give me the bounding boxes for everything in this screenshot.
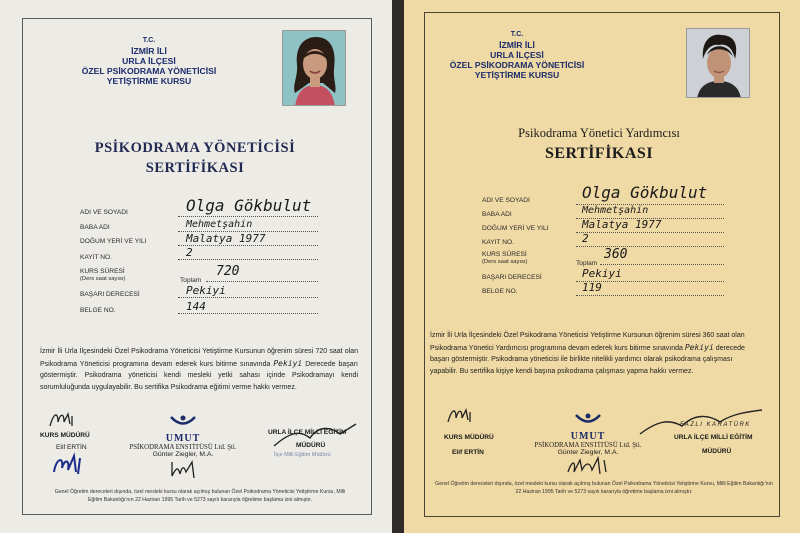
institute-seal [128,414,238,458]
page-gap [392,0,404,533]
header-line: URLA İLÇESİ [490,50,544,60]
grade-value: Pekiyi [186,284,226,297]
signature-mark [444,404,480,428]
record-value: 2 [582,232,589,245]
total-label: Toplam [180,277,202,284]
birth-value: Malatya 1977 [582,218,662,231]
doc-value: 119 [582,281,602,294]
certificate-director [0,0,392,533]
signature-mark [564,452,614,478]
field-line [576,246,724,247]
certificate-title: SERTİFİKASI [544,145,654,162]
district-director-name: FAZLI KARATÜRK [680,422,751,428]
institute-seal [524,412,652,456]
field-line [178,313,318,314]
father-label: BABA ADI [80,224,110,231]
name-value: Olga Gökbulut [582,183,708,202]
header-line: T.C. [510,31,524,38]
field-line [178,259,318,260]
doc-value: 144 [186,300,206,313]
field-line [178,245,318,246]
certificate-footer: Genel Öğretim dereceleri dışında, özel mesleki kursu olarak açılmış bulunan Özel Psikodrama Yöneticisi Yetiştirme Kursu, Milli Eğitim Bakanlığı'nın 22 Haziran 1995 Tarih ve 5273 sayılı kararıyla öğretime başlama izni almıştır. [54,489,346,503]
statement-grade: Pekiyi [273,358,303,368]
grade-label: BAŞARI DERECESİ [482,274,542,281]
district-director-label: MÜDÜRÜ [296,442,326,449]
duration-sub-label: (Ders saat sayısı) [80,276,126,282]
name-label: ADI VE SOYADI [80,209,128,216]
field-line [600,264,724,265]
birth-label: DOĞUM YERİ VE YILI [482,225,549,232]
district-director-label: URLA İLÇE MİLLİ EĞİTİM [674,434,753,441]
holder-photo [282,30,346,106]
duration-label: KURS SÜRESİ [80,268,125,275]
holder-photo [686,28,750,98]
field-line [576,232,724,233]
institute-name: PSİKODRAMA ENSTİTÜSÜ Ltd. Şti. [129,444,237,451]
header-line: YETİŞTİRME KURSU [106,76,192,86]
certificate-title: SERTİFİKASI [145,160,245,176]
name-value: Olga Gökbulut [186,196,312,215]
certificate-statement [40,346,358,393]
course-director-label: KURS MÜDÜRÜ [444,434,494,441]
institute-brand: UMUT [165,433,201,444]
course-director-label: KURS MÜDÜRÜ [40,432,90,439]
field-line [206,281,318,282]
certificate-statement [430,330,750,377]
grade-label: BAŞARI DERECESİ [80,291,140,298]
duration-value: 720 [216,264,240,279]
umut-logo-icon [168,414,198,428]
header-line: İZMİR İLİ [499,40,535,50]
certificate-title-role: Psikodrama Yönetici Yardımcısı [518,126,680,140]
header-line: URLA İLÇESİ [122,56,176,66]
father-label: BABA ADI [482,211,512,218]
header-line: İZMİR İLİ [131,46,167,56]
institute-name: PSİKODRAMA ENSTİTÜSÜ Ltd. Şti. [534,442,642,449]
district-director-label: MÜDÜRÜ [702,448,732,455]
field-line [576,295,724,296]
birth-label: DOĞUM YERİ VE YILI [80,238,147,245]
grade-value: Pekiyi [582,267,622,280]
institute-person: Günter Ziegler, M.A. [152,451,214,458]
statement-grade: Pekiyi [684,342,714,352]
duration-label: KURS SÜRESİ [482,251,527,258]
birth-value: Malatya 1977 [186,232,266,245]
district-director-label: URLA İLÇE MİLLİ EĞİTİM [268,429,347,436]
record-label: KAYIT NO. [482,239,514,246]
certificate-assistant [404,0,800,533]
district-stamp-text: İlçe Milli Eğitim Müdürü [274,452,331,458]
header-line: ÖZEL PSİKODRAMA YÖNETİCİSİ [449,60,585,70]
duration-sub-label: (Ders saat sayısı) [482,259,528,265]
field-line [178,216,318,217]
header-line: T.C. [142,37,156,44]
umut-logo-icon [573,412,603,426]
name-label: ADI VE SOYADI [482,197,530,204]
record-label: KAYIT NO. [80,254,112,261]
doc-label: BELGE NO. [80,307,116,314]
father-value: Mehmetşahin [186,219,253,230]
doc-label: BELGE NO. [482,288,518,295]
signature-mark [46,408,82,432]
record-value: 2 [186,246,193,259]
total-label: Toplam [576,260,598,267]
father-value: Mehmetşahin [582,205,649,216]
certificate-title-role: PSİKODRAMA YÖNETİCİSİ [94,140,296,156]
course-director-name: Elif ERTİN [452,449,484,456]
certificate-footer: Genel Öğretim dereceleri dışında, özel mesleki kursu olarak açılmış bulunan Özel Psikodrama Yöneticisi Yetiştirme Kursu, Milli Eğitim Bakanlığı'nın 22 Haziran 1995 Tarih ve 5273 sayılı kararıyla öğretime başlama izni almıştır. [435,481,773,495]
duration-value: 360 [604,247,628,262]
statement-text: derecede başarı göstermiştir. Psikodrama yöneticisi ile birlikte nitelikli yardımcı olarak psikodrama çalışması yapabilir. Bu sertifika kişiye kendi başına psikodrama çalışması yapma hakkı vermez. [430,344,745,375]
header-line: ÖZEL PSİKODRAMA YÖNETİCİSİ [81,66,217,76]
institute-person: Günter Ziegler, M.A. [557,449,619,456]
statement-text: Derecede başarı göstermiştir. Psikodrama yöneticisi kendi mesleki yetki sahası içinde Psikodramayı kendi sorumluluğunda uygulayabilir. Bu sertifika Psikodrama eğitimi verme hakkı vermez. [40,360,358,391]
header-line: YETİŞTİRME KURSU [474,70,560,80]
field-line [178,297,318,298]
statement-text: İzmir İli Urla İlçesindeki Özel Psikodrama Yöneticisi Yetiştirme Kursunun öğrenim süresi 720 saat olan Psikodrama Yöneticisi programına devam ederek kurs bitirme sınavında [40,348,358,368]
course-director-name: Elif ERTİN [56,444,87,451]
issuer-header [56,36,242,86]
signature-mark [166,456,206,482]
statement-text: İzmir İli Urla İlçesindeki Özel Psikodrama Yöneticisi Yetiştirme Kursunun öğrenim süresi 360 saat olan Psikodrama Yönetici Yardımcısı programına devam ederek kurs bitirme sınavında [430,332,745,352]
signature-mark [50,452,86,478]
issuer-header [432,30,602,80]
institute-brand: UMUT [570,431,606,442]
